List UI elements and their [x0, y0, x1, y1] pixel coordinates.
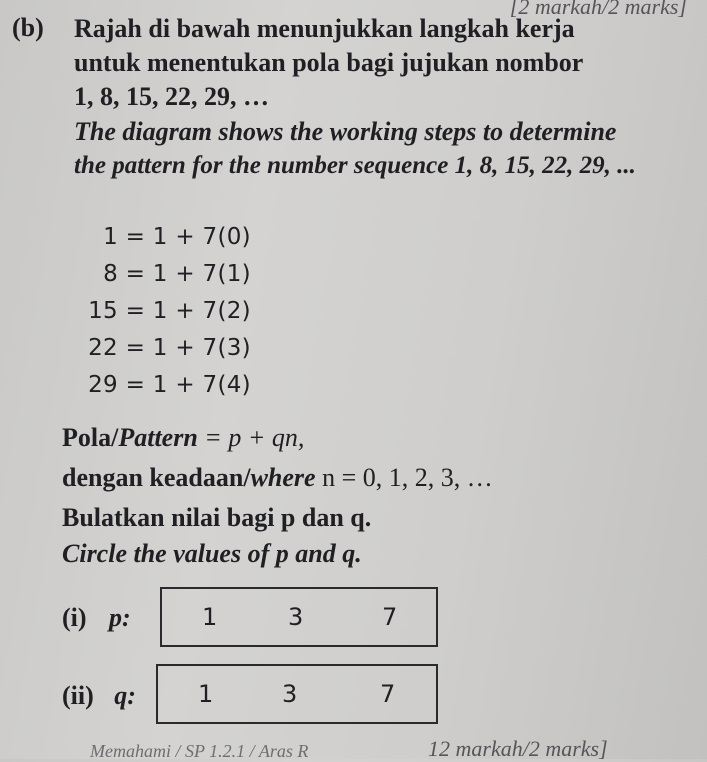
equation-rhs: = 1 + 7(0) — [125, 224, 251, 250]
pattern-label-malay: Pola/ — [62, 423, 119, 452]
equation-lhs: 29 — [88, 372, 118, 398]
option-p-3[interactable]: 3 — [288, 603, 304, 631]
malay-line-2: untuk menentukan pola bagi jujukan nombor — [74, 48, 584, 77]
malay-line-3: 1, 8, 15, 22, 29, … — [74, 82, 269, 111]
equation-lhs: 15 — [88, 298, 118, 324]
equation-row — [54, 372, 251, 398]
condition-english: where — [250, 463, 316, 492]
equation-row — [54, 335, 251, 361]
question-number: (ii) — [62, 681, 94, 710]
condition-malay: dengan keadaan/ — [62, 463, 251, 492]
english-line-1: The diagram shows the working steps to determine — [74, 117, 617, 146]
option-p-7[interactable]: 7 — [382, 603, 398, 631]
condition-values: n = 0, 1, 2, 3, … — [315, 463, 493, 492]
equation-row — [54, 298, 251, 324]
equation-row — [54, 261, 251, 287]
english-line-2: the pattern for the number sequence 1, 8, 15, 22, 29, ... — [74, 152, 636, 179]
footer-marks: 12 markah/2 marks] — [428, 736, 608, 761]
footer-cutoff-text: Memahami / SP 1.2.1 / Aras R — [90, 741, 309, 761]
question-ii-label — [62, 681, 136, 711]
equation-rhs: = 1 + 7(2) — [125, 298, 251, 324]
part-label: (b) — [12, 13, 44, 42]
pattern-formula: = p + qn, — [197, 423, 305, 452]
instruction-english: Circle the values of p and q. — [62, 539, 362, 568]
question-variable: p: — [109, 603, 131, 632]
equation-row — [54, 224, 251, 250]
marks-indicator-top: [2 markah/2 marks] — [509, 0, 687, 19]
question-i-label — [62, 603, 131, 633]
equation-rhs: = 1 + 7(3) — [125, 335, 251, 361]
equation-rhs: = 1 + 7(4) — [125, 372, 251, 398]
malay-line-1: Rajah di bawah menunjukkan langkah kerja — [74, 14, 575, 43]
pattern-line — [62, 423, 304, 453]
equation-rhs: = 1 + 7(1) — [125, 261, 251, 287]
options-box-p — [160, 587, 438, 647]
options-box-q — [156, 664, 438, 724]
equation-lhs: 8 — [103, 261, 118, 287]
equation-lhs: 1 — [103, 224, 118, 250]
option-p-1[interactable]: 1 — [202, 603, 218, 631]
option-q-7[interactable]: 7 — [380, 680, 396, 708]
question-variable: q: — [114, 681, 136, 710]
instruction-malay: Bulatkan nilai bagi p dan q. — [62, 503, 372, 532]
equation-lhs: 22 — [88, 335, 118, 361]
option-q-1[interactable]: 1 — [198, 680, 214, 708]
pattern-label-english: Pattern — [118, 423, 198, 452]
condition-line — [62, 463, 493, 493]
question-number: (i) — [62, 603, 87, 632]
option-q-3[interactable]: 3 — [282, 680, 298, 708]
